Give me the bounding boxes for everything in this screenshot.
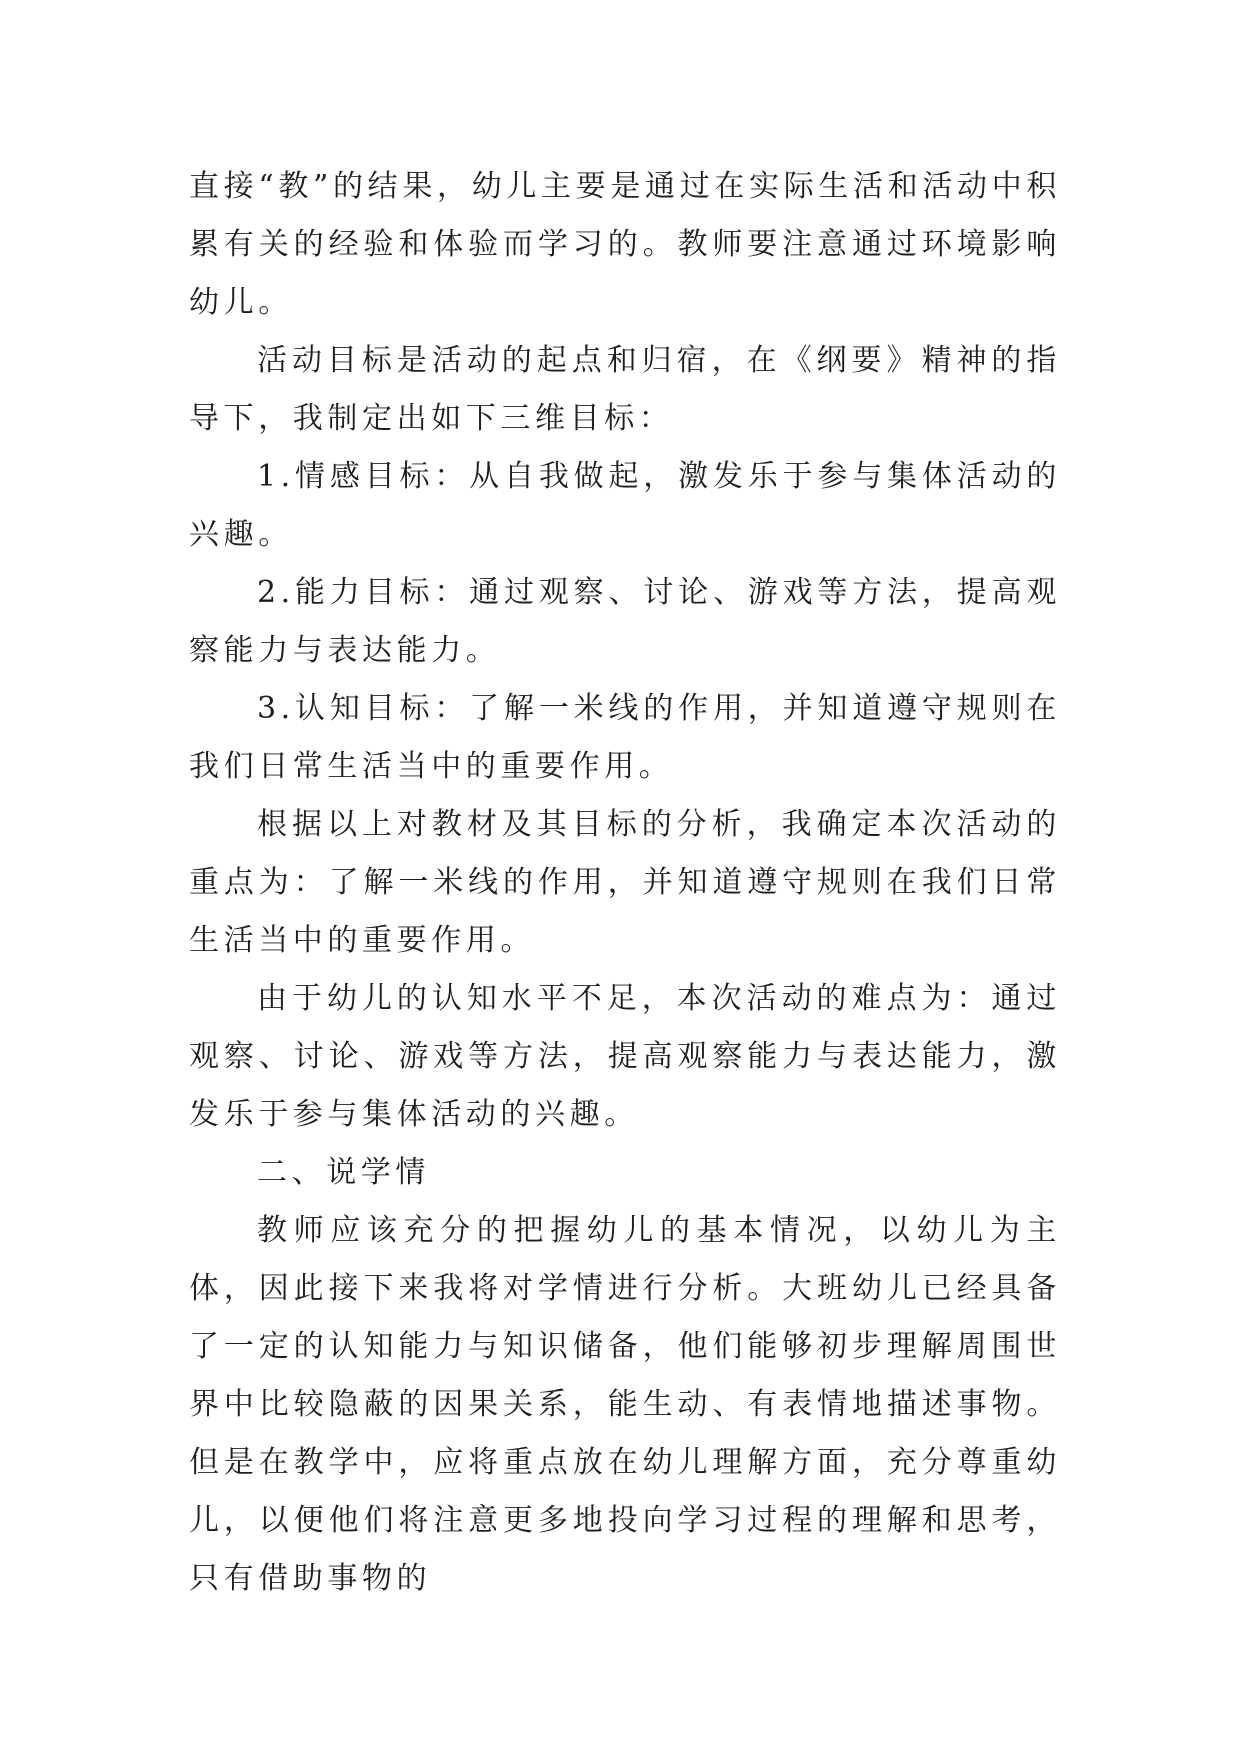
paragraph-goal-emotion: 1.情感目标：从自我做起，激发乐于参与集体活动的兴趣。	[189, 459, 1061, 552]
paragraph-learner-analysis: 教师应该充分的把握幼儿的基本情况，以幼儿为主体，因此接下来我将对学情进行分析。大班幼儿已经具备了一定的认知能力与知识储备，他们能够初步理解周围世界中比较隐蔽的因果关系，能生动、有表情地描述事物。但是在教学中，应将重点放在幼儿理解方面，充分尊重幼儿，以便他们将注意更多地投向学习过程的理解和思考，只有借助事物的	[189, 1213, 1061, 1596]
paragraph-activity-goals: 活动目标是活动的起点和归宿，在《纲要》精神的指导下，我制定出如下三维目标：	[189, 343, 1061, 436]
paragraph-key-point: 根据以上对教材及其目标的分析，我确定本次活动的重点为：了解一米线的作用，并知道遵守规则在我们日常生活当中的重要作用。	[189, 807, 1061, 958]
paragraph-goal-ability: 2.能力目标：通过观察、讨论、游戏等方法，提高观察能力与表达能力。	[189, 575, 1061, 668]
section-heading-learner-analysis: 二、说学情	[257, 1155, 430, 1190]
document-body	[189, 158, 1061, 1608]
paragraph-goal-cognition: 3.认知目标：了解一米线的作用，并知道遵守规则在我们日常生活当中的重要作用。	[189, 691, 1061, 784]
paragraph-intro-continued: 直接“教”的结果，幼儿主要是通过在实际生活和活动中积累有关的经验和体验而学习的。教师要注意通过环境影响幼儿。	[189, 169, 1061, 320]
paragraph-difficulty: 由于幼儿的认知水平不足，本次活动的难点为：通过观察、讨论、游戏等方法，提高观察能力与表达能力，激发乐于参与集体活动的兴趣。	[189, 981, 1061, 1132]
